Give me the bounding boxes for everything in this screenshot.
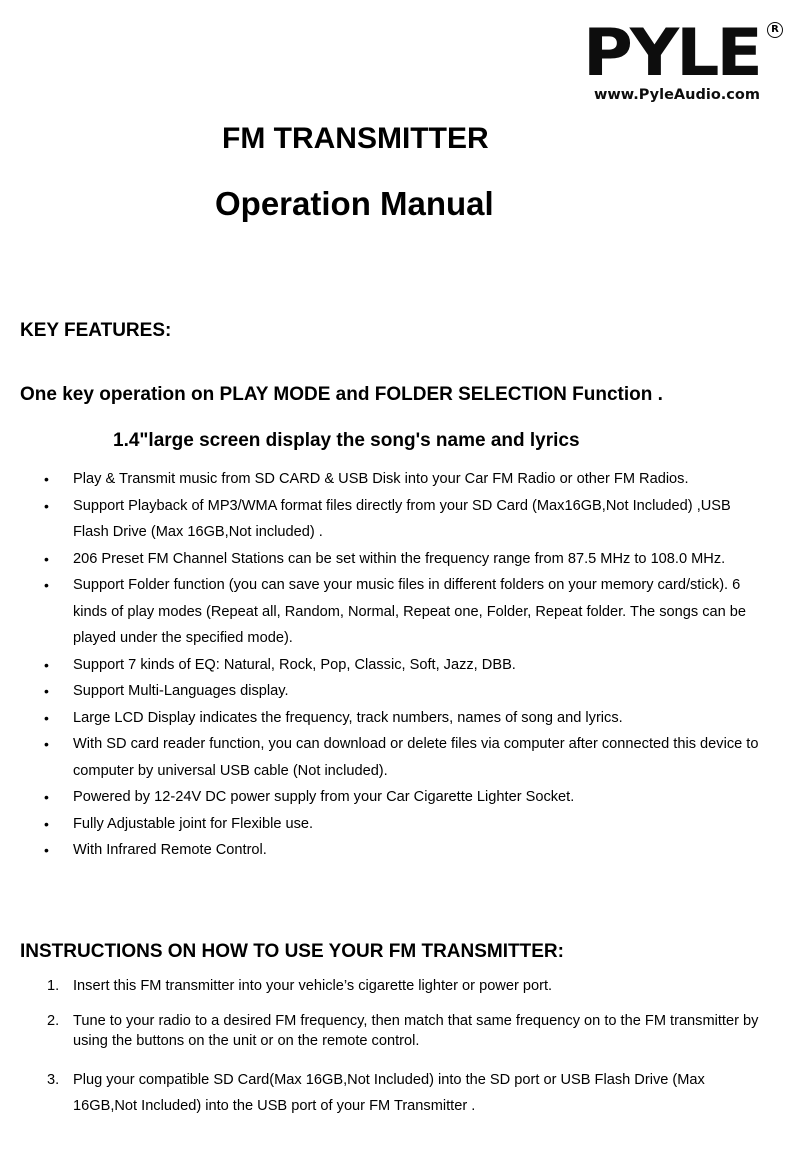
bullet-icon: • [44,842,49,858]
feature-text: Fully Adjustable joint for Flexible use. [73,815,314,832]
list-item [0,678,790,705]
feature-text: Support Multi-Languages display. [73,683,289,699]
logo-url: www.PyleAudio.com [594,87,760,103]
feature-subheading-screen: 1.4"large screen display the song's name and lyrics [113,430,580,451]
instruction-steps [0,975,790,1119]
feature-text: 206 Preset FM Channel Stations can be set within the frequency range from 87.5 MHz to 108.0 MHz. [73,550,726,567]
bullet-icon: • [44,656,49,673]
list-item [0,837,790,864]
bullet-icon: • [44,789,49,805]
step-text: Plug your compatible SD Card(Max 16GB,Not Included) into the SD port or USB Flash Drive (Max 16GB,Not Included) into the USB port of your FM Transmitter . [73,1072,705,1114]
feature-text: Support Folder function (you can save your music files in different folders on your memory card/stick). 6 kinds of play modes (Repeat all, Random, Normal, Repeat one, Folder, Repeat folder. The songs can be played under the specified mode). [73,577,747,646]
list-item [0,546,790,573]
feature-text: With Infrared Remote Control. [73,842,267,858]
step-text: Tune to your radio to a desired FM frequency, then match that same frequency on to the FM transmitter by using the buttons on the unit or on the remote control. [73,1013,759,1049]
feature-list [0,466,790,864]
step-text: Insert this FM transmitter into your vehicle’s cigarette lighter or power port. [73,978,553,994]
bullet-icon: • [44,683,49,699]
list-item [0,975,790,997]
step-number: 2. [47,1013,60,1029]
list-item [0,731,790,784]
feature-text: Play & Transmit music from SD CARD & USB Disk into your Car FM Radio or other FM Radios. [73,471,689,487]
pyle-logo [583,16,788,104]
list-item [0,1067,790,1119]
bullet-icon: • [44,471,49,487]
document-title: FM TRANSMITTER [222,122,489,155]
list-item [0,466,790,493]
feature-text: Powered by 12-24V DC power supply from your Car Cigarette Lighter Socket. [73,789,575,805]
feature-text: Support 7 kinds of EQ: Natural, Rock, Pop, Classic, Soft, Jazz, DBB. [73,656,516,673]
list-item [0,572,790,652]
document-subtitle: Operation Manual [215,185,494,222]
step-number: 1. [47,978,60,994]
feature-text: With SD card reader function, you can download or delete files via computer after connected this device to computer by universal USB cable (Not included). [73,736,759,779]
step-number: 3. [47,1072,60,1088]
list-item [0,1011,790,1051]
list-item [0,784,790,811]
feature-text: Support Playback of MP3/WMA format files directly from your SD Card (Max16GB,Not Included) ,USB Flash Drive (Max 16GB,Not included) . [73,497,731,540]
list-item [0,493,790,546]
bullet-icon: • [44,550,49,567]
feature-text: Large LCD Display indicates the frequency, track numbers, names of song and lyrics. [73,709,623,726]
instructions-heading: INSTRUCTIONS ON HOW TO USE YOUR FM TRANSMITTER: [20,941,564,962]
key-features-heading: KEY FEATURES: [20,320,172,341]
registered-mark: R [767,22,783,38]
bullet-icon: • [44,497,49,514]
list-item [0,705,790,732]
bullet-icon: • [44,709,49,726]
list-item [0,652,790,679]
bullet-icon: • [44,815,49,832]
bullet-icon: • [44,577,49,593]
logo-wordmark: PYLE [583,16,760,92]
feature-subheading-play-mode: One key operation on PLAY MODE and FOLDER SELECTION Function . [20,384,663,405]
bullet-icon: • [44,736,49,752]
list-item [0,811,790,838]
